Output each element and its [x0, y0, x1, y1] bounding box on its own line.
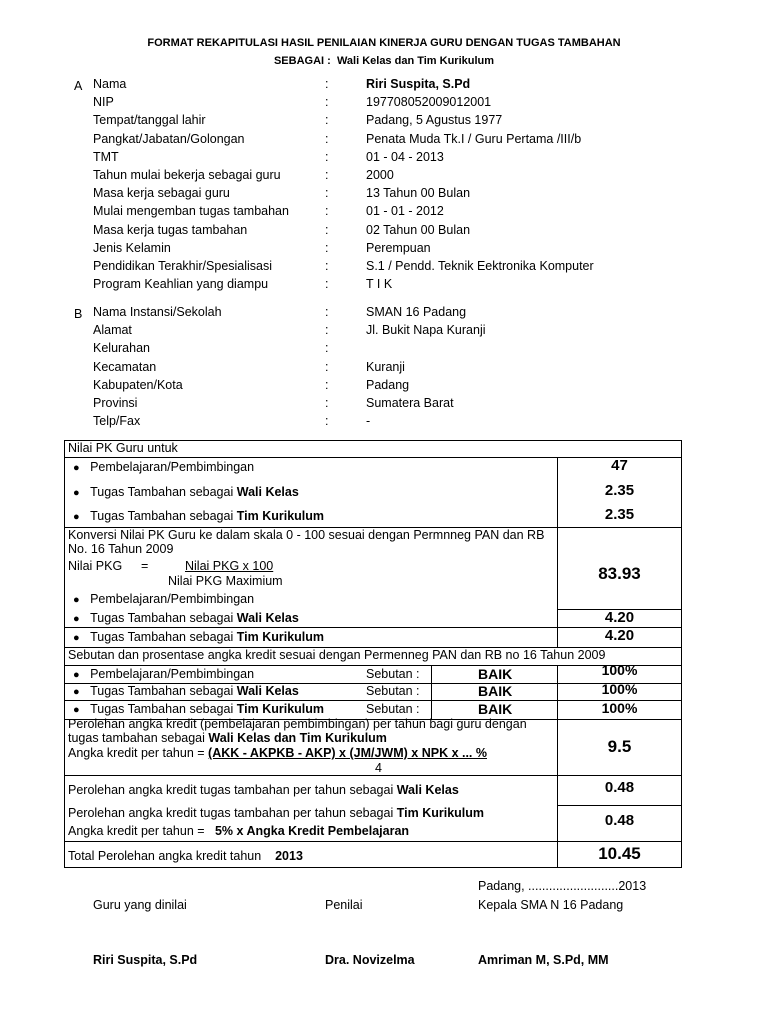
field-colon: : — [325, 341, 329, 356]
row-divider — [557, 805, 682, 806]
item-label: Tugas Tambahan sebagai — [90, 611, 234, 625]
tk-formula-prefix: Angka kredit per tahun = — [68, 824, 205, 838]
item-label: Tugas Tambahan sebagai — [90, 702, 234, 716]
field-label: Tahun mulai bekerja sebagai guru — [93, 168, 281, 182]
sebutan-row-wali-kelas — [73, 684, 299, 698]
field-colon: : — [325, 131, 329, 146]
row-divider — [64, 775, 682, 776]
item-label: Tugas Tambahan sebagai — [90, 630, 234, 644]
field-value: Riri Suspita, S.Pd — [366, 77, 471, 91]
persen-value: 100% — [601, 681, 638, 697]
konversi-line-1: Konversi Nilai PK Guru ke dalam skala 0 - 100 sesuai dengan Permnneg PAN dan RB — [68, 528, 545, 542]
konversi-value-tim-kurikulum: 4.20 — [604, 627, 635, 644]
penilai-name: Dra. Novizelma — [325, 953, 415, 967]
tim-kurikulum-formula — [68, 824, 409, 838]
field-label: Tempat/tanggal lahir — [93, 113, 206, 128]
field-value: Perempuan — [366, 240, 431, 255]
field-value: - — [366, 414, 371, 429]
field-colon: : — [325, 222, 329, 237]
pk-value-tim-kurikulum: 2.35 — [604, 506, 635, 523]
field-label: Kecamatan — [93, 359, 157, 374]
bullet-icon: ● — [73, 613, 80, 625]
item-label: Pembelajaran/Pembimbingan — [90, 592, 255, 606]
pk-title: Nilai PK Guru untuk — [68, 441, 178, 455]
kepala-name: Amriman M, S.Pd, MM — [478, 953, 609, 967]
field-value: Kuranji — [366, 359, 405, 374]
wali-kelas-credit-line — [68, 783, 459, 797]
pk-row-tim-kurikulum — [73, 509, 324, 523]
field-value: Padang — [366, 377, 410, 392]
guru-label: Guru yang dinilai — [93, 898, 187, 912]
wali-kelas-credit-value: 0.48 — [604, 779, 635, 796]
konversi-value-wali-kelas: 4.20 — [604, 609, 635, 626]
wk-line-bold: Wali Kelas — [396, 783, 459, 797]
item-label: Tugas Tambahan sebagai — [90, 509, 234, 523]
sebutan-row-tim-kurikulum — [73, 702, 324, 716]
field-label: Kelurahan — [93, 341, 150, 356]
field-label: Kabupaten/Kota — [93, 377, 183, 392]
penilai-label: Penilai — [325, 898, 363, 912]
field-value: Penata Muda Tk.I / Guru Pertama /III/b — [366, 131, 582, 146]
field-label: TMT — [93, 149, 119, 164]
section-a-letter: A — [74, 79, 83, 93]
perolehan-line-2-bold: Wali Kelas dan Tim Kurikulum — [208, 731, 387, 745]
item-label-bold: Wali Kelas — [236, 611, 299, 625]
tk-line-prefix: Perolehan angka kredit tugas tambahan per tahun sebagai — [68, 806, 394, 820]
angka-kredit-line — [68, 746, 487, 760]
field-label: Pangkat/Jabatan/Golongan — [93, 131, 245, 146]
sebutan-label: Sebutan : — [366, 667, 420, 681]
item-label-bold: Tim Kurikulum — [236, 630, 325, 644]
guru-name: Riri Suspita, S.Pd — [93, 953, 198, 967]
formula-denominator: Nilai PKG Maximium — [168, 574, 283, 588]
field-label: Masa kerja tugas tambahan — [93, 222, 248, 237]
field-value: Jl. Bukit Napa Kuranji — [366, 323, 486, 338]
field-colon: : — [325, 323, 329, 338]
persen-value: 100% — [601, 662, 638, 678]
tim-kurikulum-credit-value: 0.48 — [604, 812, 635, 829]
kepala-label: Kepala SMA N 16 Padang — [478, 898, 624, 912]
wk-line-prefix: Perolehan angka kredit tugas tambahan per tahun sebagai — [68, 783, 394, 797]
field-colon: : — [325, 377, 329, 392]
bullet-icon: ● — [73, 511, 80, 523]
konversi-value-pembelajaran: 83.93 — [598, 564, 641, 583]
tim-kurikulum-credit-line — [68, 806, 484, 820]
field-colon: : — [325, 414, 329, 429]
sebagai-value: Wali Kelas dan Tim Kurikulum — [336, 55, 495, 67]
item-label-bold: Wali Kelas — [236, 684, 299, 698]
field-label: Masa kerja sebagai guru — [93, 186, 230, 201]
field-colon: : — [325, 113, 329, 128]
sebutan-label: Sebutan : — [366, 702, 420, 716]
angka-kredit-denominator: 4 — [375, 761, 382, 775]
field-value: 01 - 04 - 2013 — [366, 149, 444, 164]
sebutan-value: BAIK — [478, 683, 513, 699]
field-label: Telp/Fax — [93, 414, 141, 429]
perolehan-value: 9.5 — [607, 737, 632, 756]
section-b-letter: B — [74, 307, 83, 321]
field-colon: : — [325, 77, 329, 91]
persen-value: 100% — [601, 700, 638, 716]
tk-line-bold: Tim Kurikulum — [396, 806, 484, 820]
angka-kredit-formula: (AKK - AKPKB - AKP) x (JM/JWM) x NPK x ... % — [208, 746, 487, 760]
perolehan-line-2-prefix: tugas tambahan sebagai — [68, 731, 205, 745]
total-line — [68, 849, 303, 863]
item-label-bold: Tim Kurikulum — [236, 509, 325, 523]
field-value: Padang, 5 Agustus 1977 — [366, 113, 503, 128]
bullet-icon: ● — [73, 632, 80, 644]
konversi-row-pembelajaran — [73, 592, 254, 606]
document-title: FORMAT REKAPITULASI HASIL PENILAIAN KINERJA GURU DENGAN TUGAS TAMBAHAN — [147, 37, 621, 49]
item-label: Tugas Tambahan sebagai — [90, 684, 234, 698]
field-label: Nama — [93, 77, 127, 91]
item-label: Pembelajaran/Pembimbingan — [90, 460, 255, 474]
item-label: Tugas Tambahan sebagai — [90, 485, 234, 499]
bullet-icon: ● — [73, 462, 80, 474]
field-colon: : — [325, 396, 329, 410]
item-label: Pembelajaran/Pembimbingan — [90, 667, 255, 681]
konversi-row-tim-kurikulum — [73, 630, 324, 644]
field-colon: : — [325, 95, 329, 110]
bullet-icon: ● — [73, 704, 80, 716]
sebutan-title: Sebutan dan prosentase angka kredit sesuai dengan Permenneg PAN dan RB no 16 Tahun 2009 — [68, 648, 606, 662]
sebutan-row-pembelajaran — [73, 667, 254, 681]
field-value: SMAN 16 Padang — [366, 305, 467, 319]
pk-value-wali-kelas: 2.35 — [604, 482, 635, 499]
field-colon: : — [325, 168, 329, 182]
field-label: Pendidikan Terakhir/Spesialisasi — [93, 259, 273, 273]
bullet-icon: ● — [73, 669, 80, 681]
document-subtitle — [0, 55, 768, 67]
field-label: Nama Instansi/Sekolah — [93, 305, 222, 319]
field-value: S.1 / Pendd. Teknik Eektronika Komputer — [366, 259, 594, 273]
field-colon: : — [325, 277, 329, 292]
formula-numerator: Nilai PKG x 100 — [185, 559, 274, 573]
sebutan-value: BAIK — [478, 666, 513, 682]
sebutan-column-divider — [431, 665, 432, 719]
item-label-bold: Tim Kurikulum — [236, 702, 325, 716]
field-colon: : — [325, 240, 329, 255]
field-value: 01 - 01 - 2012 — [366, 204, 444, 219]
sebutan-value: BAIK — [478, 701, 513, 717]
field-label: Program Keahlian yang diampu — [93, 277, 269, 292]
bullet-icon: ● — [73, 686, 80, 698]
field-value: Sumatera Barat — [366, 396, 454, 410]
field-value: T I K — [366, 277, 393, 292]
field-label: Mulai mengemban tugas tambahan — [93, 204, 289, 219]
sebagai-label: SEBAGAI : — [273, 55, 331, 67]
field-value: 2000 — [366, 168, 394, 182]
total-value: 10.45 — [598, 844, 641, 863]
pk-row-pembelajaran — [73, 460, 254, 474]
nilai-pkg-label: Nilai PKG — [68, 559, 123, 573]
equals-sign: = — [141, 559, 149, 573]
field-label: Alamat — [93, 323, 132, 338]
perolehan-line-2 — [68, 731, 387, 745]
sebutan-label: Sebutan : — [366, 684, 420, 698]
field-label: Jenis Kelamin — [93, 240, 171, 255]
konversi-line-2: No. 16 Tahun 2009 — [68, 542, 174, 556]
total-year: 2013 — [275, 849, 303, 863]
field-label: NIP — [93, 95, 114, 110]
field-colon: : — [325, 359, 329, 374]
konversi-row-wali-kelas — [73, 611, 299, 625]
pk-value-pembelajaran: 47 — [611, 457, 628, 474]
perolehan-line-1: Perolehan angka kredit (pembelajaran pembimbingan) per tahun bagi guru dengan — [68, 717, 527, 731]
field-colon: : — [325, 204, 329, 219]
field-value: 02 Tahun 00 Bulan — [366, 222, 471, 237]
row-divider — [64, 841, 682, 842]
field-colon: : — [325, 259, 329, 273]
pk-row-wali-kelas — [73, 485, 299, 499]
field-colon: : — [325, 149, 329, 164]
total-label: Total Perolehan angka kredit tahun — [68, 849, 262, 863]
field-colon: : — [325, 186, 329, 201]
field-value: 197708052009012001 — [366, 95, 492, 110]
bullet-icon: ● — [73, 487, 80, 499]
field-colon: : — [325, 305, 329, 319]
bullet-icon: ● — [73, 594, 80, 606]
place-date: Padang, ..........................2013 — [478, 879, 647, 893]
field-value: 13 Tahun 00 Bulan — [366, 186, 471, 201]
tk-formula-bold: 5% x Angka Kredit Pembelajaran — [214, 824, 410, 838]
angka-kredit-prefix: Angka kredit per tahun = — [68, 746, 205, 760]
item-label-bold: Wali Kelas — [236, 485, 299, 499]
field-label: Provinsi — [93, 396, 138, 410]
